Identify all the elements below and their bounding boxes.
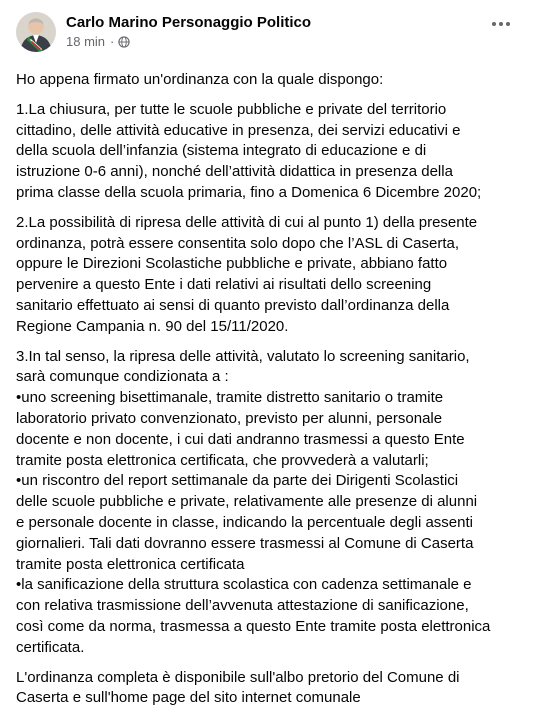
post-text-line: •un riscontro del report settimanale da parte dei Dirigenti Scolastici <box>16 472 459 490</box>
post-paragraph <box>16 100 521 204</box>
post-text-line: istruzione 0-6 anni), nonché dell’attività didattica in presenza della <box>16 163 453 181</box>
post-paragraph <box>16 70 521 91</box>
post-text-line: della scuola dell’infanzia (sistema integrato di educazione e di <box>16 142 427 160</box>
post-paragraph <box>16 213 521 338</box>
author-name[interactable]: Carlo Marino Personaggio Politico <box>66 14 312 31</box>
post-timestamp[interactable]: 18 min <box>66 34 106 49</box>
post-text-line: e personale docente in classe, indicando la percentuale degli assenti <box>16 513 473 531</box>
more-dot <box>499 22 503 26</box>
post-text-line: tramite posta elettronica certificata, che provvederà a valutarli; <box>16 451 429 469</box>
post-text-line: delle scuole pubbliche e private, relativamente alle presenze di alunni <box>16 493 478 511</box>
post-header <box>16 12 517 56</box>
post-text-line: giornalieri. Tali dati dovranno essere trasmessi al Comune di Caserta <box>16 534 474 552</box>
post-text-line: così come da norma, trasmessa a questo Ente tramite posta elettronica <box>16 617 491 635</box>
more-dot <box>492 22 496 26</box>
post-text-line: laboratorio privato convenzionato, previsto per alunni, personale <box>16 409 443 427</box>
post-text-line: Caserta e sull'home page del sito internet comunale <box>16 689 361 707</box>
post-text-line: 2.La possibilità di ripresa delle attività di cui al punto 1) della presente <box>16 213 478 231</box>
post-text-line: sanitario effettuato ai sensi di quanto previsto dall’ordinanza della <box>16 296 450 314</box>
post-text-line: certificata. <box>16 638 85 656</box>
post-text-line: pervenire a questo Ente i dati relativi ai risultati dello screening <box>16 276 432 294</box>
globe-icon[interactable] <box>118 36 130 48</box>
post-text-line: con relativa trasmissione dell’avvenuta attestazione di sanificazione, <box>16 597 469 615</box>
post-text-line: ordinanza, potrà essere consentita solo dopo che l’ASL di Caserta, <box>16 234 460 252</box>
post-text <box>16 70 521 709</box>
post-text-line: docente e non docente, i cui dati andranno trasmessi a questo Ente <box>16 430 465 448</box>
post-text-line: L'ordinanza completa è disponibile sull'albo pretorio del Comune di <box>16 668 460 686</box>
post-text-line: 1.La chiusura, per tutte le scuole pubbliche e private del territorio <box>16 100 447 118</box>
post-paragraph <box>16 668 521 710</box>
post-text-line: •la sanificazione della struttura scolastica con cadenza settimanale e <box>16 576 472 594</box>
post-text-line: sarà comunque condizionata a : <box>16 368 229 386</box>
post-text-line: prima classe della scuola primaria, fino a Domenica 6 Dicembre 2020; <box>16 183 482 201</box>
post-text-line: Regione Campania n. 90 del 15/11/2020. <box>16 317 289 335</box>
post-text-line: tramite posta elettronica certificata <box>16 555 245 573</box>
post-text-line: Ho appena firmato un'ordinanza con la quale dispongo: <box>16 71 384 88</box>
author-avatar[interactable] <box>16 12 56 52</box>
post-meta <box>66 33 517 51</box>
post-text-line: •uno screening bisettimanale, tramite distretto sanitario o tramite <box>16 389 444 407</box>
post-paragraph <box>16 347 521 659</box>
more-options-icon[interactable] <box>487 13 515 35</box>
post-text-line: 3.In tal senso, la ripresa delle attività, valutato lo screening sanitario, <box>16 347 470 365</box>
post-text-line: oppure le Direzioni Scolastiche pubbliche e private, abbiano fatto <box>16 255 448 273</box>
more-dot <box>506 22 510 26</box>
post-text-line: cittadino, delle attività educative in presenza, dei servizi educativi e <box>16 121 461 139</box>
meta-separator: · <box>110 34 115 49</box>
avatar-image <box>16 12 56 52</box>
